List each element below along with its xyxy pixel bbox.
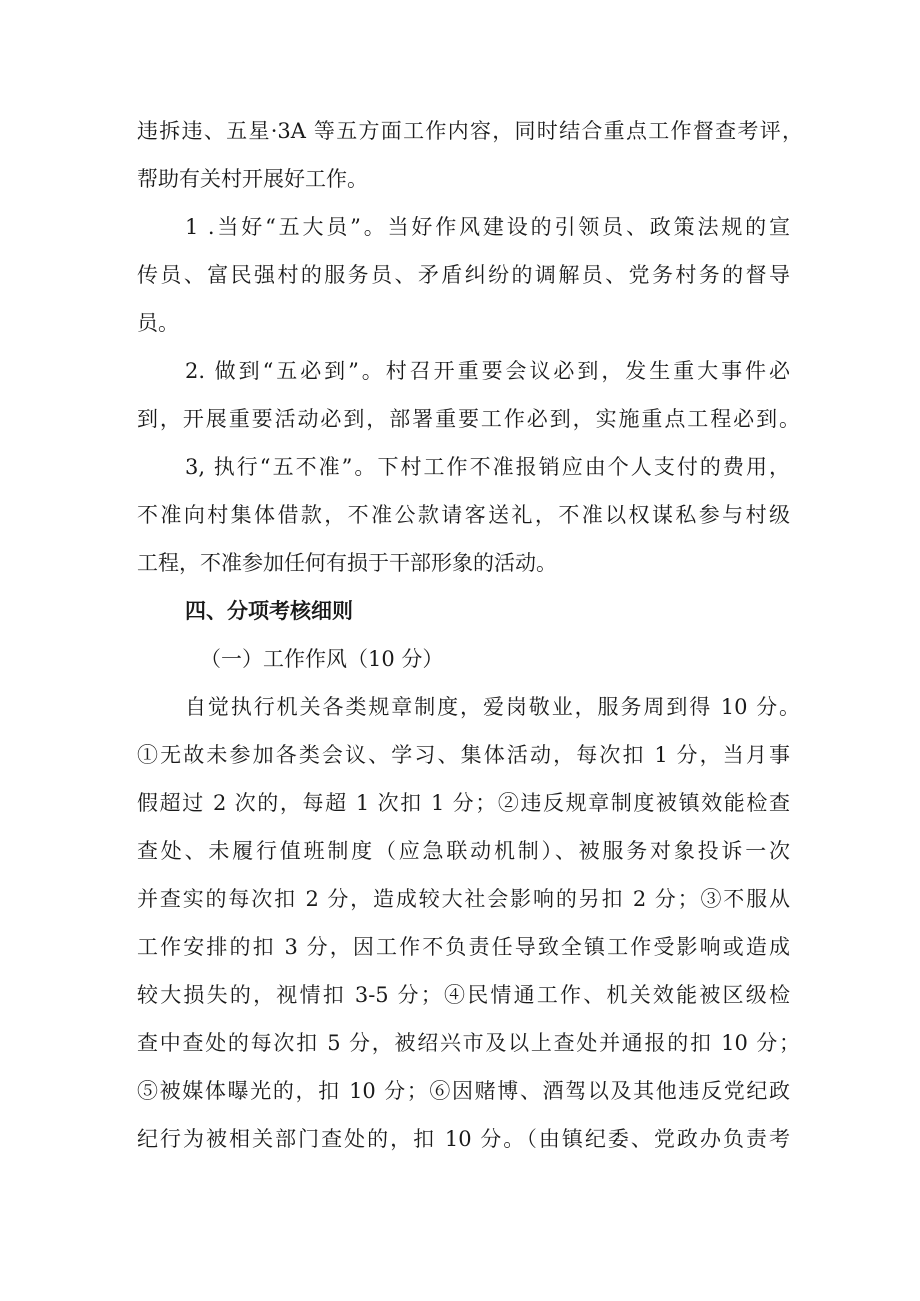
work-style-line-6 (0, 927, 920, 967)
item1-line-1 (0, 207, 920, 247)
line-text: 不准向村集体借款，不准公款请客送礼，不准以权谋私参与村级 (137, 503, 790, 527)
continuation-line-2 (0, 159, 920, 199)
work-style-line-4 (0, 831, 920, 871)
line-text: 工程，不准参加任何有损于干部形象的活动。 (137, 551, 557, 575)
line-text: 员。 (137, 311, 179, 335)
work-style-line-8 (0, 1023, 920, 1063)
item3-line-1 (0, 447, 920, 487)
line-text: 1 .当好“五大员”。当好作风建设的引领员、政策法规的宣 (185, 215, 790, 239)
line-text: 传员、富民强村的服务员、矛盾纠纷的调解员、党务村务的督导 (137, 263, 790, 287)
line-text: 假超过 2 次的，每超 1 次扣 1 分；②违反规章制度被镇效能检查 (137, 791, 790, 815)
line-text: 2. 做到“五必到”。村召开重要会议必到，发生重大事件必 (185, 359, 790, 383)
line-text: 自觉执行机关各类规章制度，爱岗敬业，服务周到得 10 分。 (185, 695, 800, 719)
item3-line-3 (0, 543, 920, 583)
subsection-heading (0, 639, 920, 679)
line-text: 帮助有关村开展好工作。 (137, 167, 368, 191)
line-text: 查中查处的每次扣 5 分，被绍兴市及以上查处并通报的扣 10 分； (137, 1031, 800, 1055)
continuation-line-1 (0, 111, 920, 151)
work-style-line-9 (0, 1071, 920, 1111)
line-text: 查处、未履行值班制度（应急联动机制）、被服务对象投诉一次 (137, 839, 790, 863)
item2-line-2 (0, 399, 920, 439)
line-text: ①无故未参加各类会议、学习、集体活动，每次扣 1 分，当月事 (137, 743, 790, 767)
section-heading (0, 591, 920, 631)
line-text: 违拆违、五星·3A 等五方面工作内容，同时结合重点工作督查考评， (137, 119, 803, 143)
work-style-line-2 (0, 735, 920, 775)
work-style-line-5 (0, 879, 920, 919)
work-style-line-10 (0, 1119, 920, 1159)
subsection-heading-text: （一）工作作风（10 分） (200, 647, 444, 671)
work-style-line-3 (0, 783, 920, 823)
item1-line-3 (0, 303, 920, 343)
section-heading-text: 四、分项考核细则 (185, 599, 353, 623)
line-text: 纪行为被相关部门查处的，扣 10 分。（由镇纪委、党政办负责考 (137, 1127, 790, 1151)
item1-line-2 (0, 255, 920, 295)
line-text: 并查实的每次扣 2 分，造成较大社会影响的另扣 2 分；③不服从 (137, 887, 790, 911)
line-text: ⑤被媒体曝光的，扣 10 分；⑥因赌博、酒驾以及其他违反党纪政 (137, 1079, 790, 1103)
line-text: 较大损失的，视情扣 3-5 分；④民情通工作、机关效能被区级检 (137, 983, 790, 1007)
line-text: 3, 执行“五不准”。下村工作不准报销应由个人支付的费用， (185, 455, 790, 479)
item2-line-1 (0, 351, 920, 391)
work-style-line-1 (0, 687, 920, 727)
item3-line-2 (0, 495, 920, 535)
work-style-line-7 (0, 975, 920, 1015)
line-text: 工作安排的扣 3 分，因工作不负责任导致全镇工作受影响或造成 (137, 935, 790, 959)
line-text: 到，开展重要活动必到，部署重要工作必到，实施重点工程必到。 (137, 407, 800, 431)
